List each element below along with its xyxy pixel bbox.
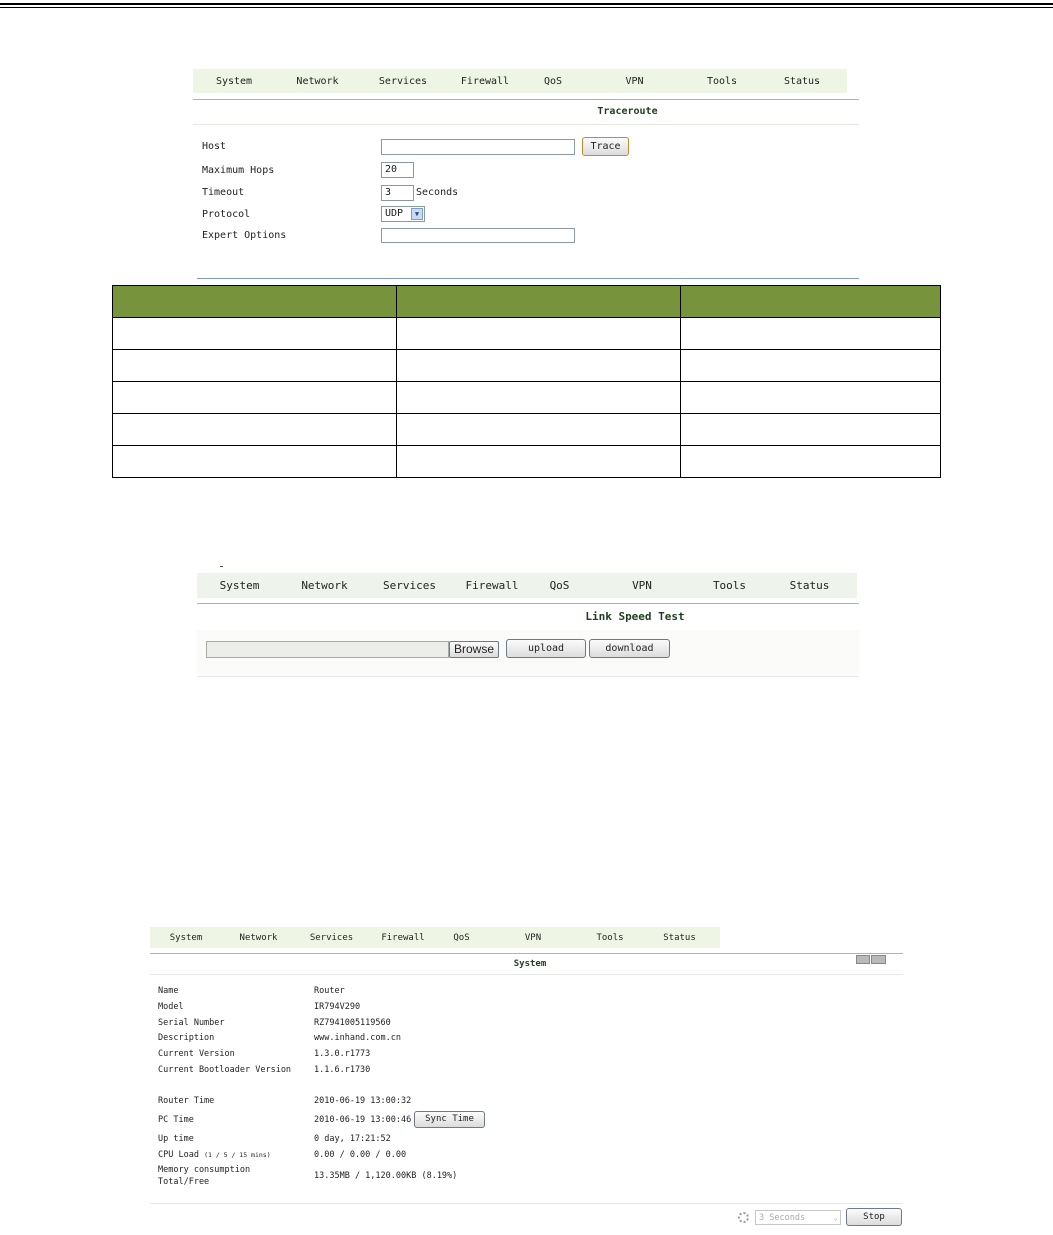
- description-value: www.inhand.com.cn: [314, 1033, 401, 1043]
- uptime-label: Up time: [158, 1134, 194, 1144]
- sync-time-button[interactable]: Sync Time: [414, 1111, 485, 1128]
- table-cell: [681, 446, 941, 478]
- header-cell: [397, 286, 681, 318]
- serial-label: Serial Number: [158, 1018, 225, 1028]
- table-cell: [681, 350, 941, 382]
- table-cell: [113, 446, 397, 478]
- nav-status[interactable]: Status: [789, 579, 830, 592]
- protocol-value: UDP: [385, 208, 404, 219]
- file-path-input[interactable]: [206, 641, 449, 658]
- nav-tools[interactable]: Tools: [706, 75, 738, 87]
- nav-bar: [193, 69, 847, 93]
- host-input[interactable]: [381, 139, 575, 155]
- memory-label-1: Memory consumption: [158, 1165, 251, 1175]
- nav-system[interactable]: System: [169, 932, 203, 943]
- nav-network[interactable]: Network: [296, 75, 339, 87]
- panel-bottom-rule: [197, 278, 859, 279]
- results-table: [112, 285, 941, 478]
- nav-system[interactable]: System: [215, 75, 253, 87]
- stop-button[interactable]: Stop: [846, 1208, 902, 1226]
- nav-qos[interactable]: QoS: [453, 932, 470, 943]
- divider: [150, 974, 903, 975]
- refresh-interval-select[interactable]: [755, 1210, 841, 1225]
- table-row: [113, 446, 941, 478]
- nav-qos[interactable]: QoS: [543, 75, 563, 87]
- memory-label-2: Total/Free: [158, 1177, 210, 1187]
- nav-firewall[interactable]: Firewall: [465, 579, 519, 592]
- max-hops-input[interactable]: 20: [381, 162, 414, 178]
- trace-button[interactable]: Trace: [582, 137, 629, 156]
- bootloader-value: 1.1.6.r1730: [314, 1065, 371, 1075]
- cpu-load-label: [158, 1150, 271, 1160]
- nav-services[interactable]: Services: [378, 75, 428, 87]
- chevron-down-icon: ⌄: [833, 1213, 838, 1222]
- uptime-value: 0 day, 17:21:52: [314, 1134, 391, 1144]
- cpu-load-label-text: CPU Load: [158, 1150, 199, 1160]
- nav-status[interactable]: Status: [663, 932, 696, 943]
- header-cell: [113, 286, 397, 318]
- model-value: IR794V290: [314, 1002, 361, 1012]
- page-title: Traceroute: [597, 106, 658, 117]
- nav-network[interactable]: Network: [301, 579, 348, 592]
- version-label: Current Version: [158, 1049, 235, 1059]
- timeout-unit: Seconds: [416, 187, 459, 198]
- table-cell: [397, 318, 681, 350]
- nav-bar: [197, 573, 857, 598]
- minimize-icon[interactable]: [856, 955, 870, 964]
- maximize-icon[interactable]: [871, 955, 886, 964]
- router-time-label: Router Time: [158, 1096, 215, 1106]
- table-row: [113, 350, 941, 382]
- host-label: Host: [202, 141, 227, 152]
- divider: [150, 953, 903, 954]
- table-header-row: [113, 286, 941, 318]
- nav-tools[interactable]: Tools: [712, 579, 747, 592]
- browse-button[interactable]: Browse: [449, 641, 499, 658]
- nav-services[interactable]: Services: [309, 932, 354, 943]
- nav-tools[interactable]: Tools: [596, 932, 624, 943]
- table-cell: [681, 382, 941, 414]
- loading-spinner-icon: [738, 1212, 749, 1223]
- refresh-interval-value: 3 Seconds: [759, 1213, 806, 1223]
- divider: [193, 99, 859, 100]
- memory-value: 13.35MB / 1,120.00KB (8.19%): [314, 1171, 458, 1181]
- protocol-select[interactable]: [381, 206, 425, 222]
- name-value: Router: [314, 986, 345, 996]
- bootloader-label: Current Bootloader Version: [158, 1065, 292, 1075]
- cpu-load-value: 0.00 / 0.00 / 0.00: [314, 1150, 407, 1160]
- expert-options-label: Expert Options: [202, 230, 287, 241]
- nav-firewall[interactable]: Firewall: [381, 932, 425, 943]
- nav-services[interactable]: Services: [383, 579, 436, 592]
- nav-vpn[interactable]: VPN: [632, 579, 652, 592]
- table-row: [113, 318, 941, 350]
- expert-options-input[interactable]: [381, 228, 575, 243]
- max-hops-label: Maximum Hops: [202, 165, 275, 176]
- cpu-load-label-note: (1 / 5 / 15 mins): [204, 1151, 271, 1159]
- divider: [193, 124, 859, 125]
- model-label: Model: [158, 1002, 184, 1012]
- nav-qos[interactable]: QoS: [549, 579, 570, 592]
- upload-button[interactable]: upload: [506, 639, 586, 658]
- nav-status[interactable]: Status: [783, 75, 821, 87]
- table-cell: [113, 318, 397, 350]
- router-time-value: 2010-06-19 13:00:32: [314, 1096, 412, 1106]
- table-cell: [397, 446, 681, 478]
- table-cell: [113, 350, 397, 382]
- timeout-input[interactable]: 3: [381, 185, 414, 201]
- pc-time-label: PC Time: [158, 1115, 194, 1125]
- nav-vpn[interactable]: VPN: [625, 75, 644, 87]
- page-title: System: [513, 959, 547, 969]
- nav-network[interactable]: Network: [239, 932, 278, 943]
- table-cell: [681, 318, 941, 350]
- table-row: [113, 382, 941, 414]
- table-cell: [397, 382, 681, 414]
- table-row: [113, 414, 941, 446]
- protocol-label: Protocol: [202, 209, 251, 220]
- header-cell: [681, 286, 941, 318]
- timeout-label: Timeout: [202, 187, 245, 198]
- download-button[interactable]: download: [589, 639, 670, 658]
- description-label: Description: [158, 1033, 215, 1043]
- table-cell: [113, 414, 397, 446]
- nav-bar: [150, 927, 720, 948]
- table-cell: [113, 382, 397, 414]
- serial-value: RZ7941005119560: [314, 1018, 391, 1028]
- header-rule-thin: [0, 7, 1053, 8]
- name-label: Name: [158, 986, 179, 996]
- table-cell: [397, 414, 681, 446]
- divider: [197, 676, 859, 677]
- nav-system[interactable]: System: [219, 579, 260, 592]
- divider: [150, 1203, 903, 1204]
- divider: [197, 603, 859, 604]
- page-title: Link Speed Test: [585, 610, 685, 623]
- header-rule-thick: [0, 3, 1053, 5]
- speck: [220, 566, 223, 567]
- pc-time-value: 2010-06-19 13:00:46: [314, 1115, 412, 1125]
- version-value: 1.3.0.r1773: [314, 1049, 371, 1059]
- nav-vpn[interactable]: VPN: [524, 932, 542, 943]
- chevron-down-icon: ▼: [411, 208, 423, 220]
- table-cell: [681, 414, 941, 446]
- table-cell: [397, 350, 681, 382]
- nav-firewall[interactable]: Firewall: [460, 75, 510, 87]
